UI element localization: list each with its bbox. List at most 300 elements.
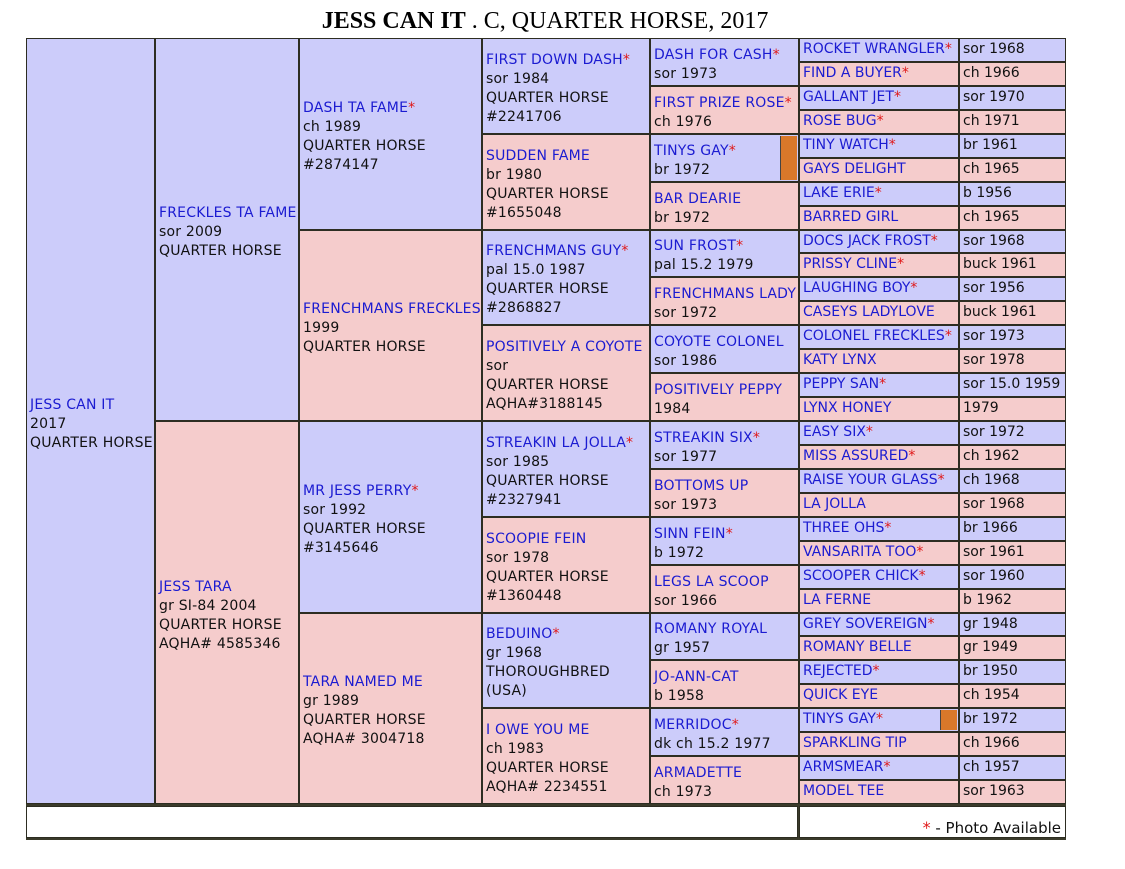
gen5-year-cell	[959, 660, 1066, 684]
horse-info	[486, 147, 609, 223]
horse-name-link[interactable]: FRECKLES TA FAME	[159, 205, 297, 221]
gen5-year-cell	[959, 134, 1066, 158]
pedigree-chart	[26, 38, 1066, 840]
gen5-year-cell	[959, 469, 1066, 493]
horse-name-text[interactable]: SCOOPER CHICK	[803, 567, 919, 584]
horse-name-text[interactable]: TINY WATCH	[803, 136, 889, 153]
horse-name-link[interactable]	[800, 278, 958, 298]
gen4-horse-cell	[650, 613, 799, 661]
gen3-horse-cell	[482, 708, 650, 804]
horse-detail: gr SI-84 2004	[159, 597, 257, 614]
photo-available-marker: *	[736, 238, 744, 255]
horse-detail: ch 1976	[654, 113, 713, 130]
gen5-year-cell	[959, 613, 1066, 637]
gen5-name-cell	[799, 780, 959, 804]
horse-name-link[interactable]: FRENCHMANS GUY	[486, 243, 622, 260]
gen5-year-cell	[959, 780, 1066, 804]
horse-name-link[interactable]: BOTTOMS UP	[654, 477, 749, 494]
horse-name-link[interactable]	[800, 709, 958, 729]
horse-detail: sor 1986	[654, 353, 718, 370]
horse-name-link[interactable]: SINN FEIN	[654, 525, 726, 542]
horse-year: buck 1961	[963, 256, 1037, 273]
horse-detail: ch 1983	[486, 741, 545, 758]
horse-name-link[interactable]	[800, 781, 958, 801]
gen5-name-cell	[799, 684, 959, 708]
horse-info	[486, 721, 609, 797]
gen4-horse-cell	[650, 708, 799, 756]
horse-name-text[interactable]: VANSARITA TOO	[803, 543, 917, 560]
horse-info	[654, 94, 792, 132]
gen4-horse-cell	[650, 86, 799, 134]
horse-detail: AQHA# 4585346	[159, 635, 281, 652]
horse-year: sor 1960	[963, 567, 1025, 584]
gen3-horse-cell	[482, 230, 650, 326]
photo-available-marker: *	[944, 41, 952, 57]
horse-name-link[interactable]	[800, 39, 958, 59]
horse-year: sor 1970	[963, 88, 1025, 105]
horse-name-link[interactable]	[800, 87, 958, 107]
horse-detail: sor	[486, 358, 509, 375]
horse-name-link[interactable]	[800, 398, 958, 418]
gen4-horse-cell	[650, 230, 799, 278]
horse-name-text[interactable]: LAKE ERIE	[803, 184, 875, 201]
horse-name-link[interactable]	[800, 63, 958, 83]
photo-available-marker: *	[930, 232, 938, 249]
horse-name-link[interactable]	[800, 207, 958, 227]
photo-available-marker: *	[937, 471, 945, 488]
horse-detail: AQHA# 2234551	[486, 779, 608, 796]
photo-available-marker: *	[893, 88, 901, 105]
horse-name-text[interactable]: MISS ASSURED	[803, 447, 909, 464]
photo-available-marker: *	[879, 376, 887, 393]
horse-info	[486, 625, 610, 701]
horse-info	[654, 190, 741, 228]
horse-detail: ch 1989	[303, 118, 362, 135]
horse-name-text[interactable]: MODEL TEE	[803, 783, 885, 800]
horse-year: sor 1961	[963, 543, 1025, 560]
horse-info	[159, 578, 282, 654]
horse-year: br 1950	[963, 663, 1018, 680]
gen5-year-cell	[959, 301, 1066, 325]
legend-cell	[799, 806, 1066, 838]
horse-name-link[interactable]	[800, 542, 958, 562]
horse-year: gr 1948	[963, 615, 1018, 632]
horse-name-link[interactable]: POSITIVELY PEPPY	[654, 382, 783, 399]
horse-name-link[interactable]	[800, 231, 958, 251]
photo-available-marker: *	[731, 717, 739, 734]
horse-name-link[interactable]	[800, 350, 958, 370]
horse-detail: QUARTER HORSE	[303, 338, 426, 355]
gen5-name-cell	[799, 253, 959, 277]
gen5-year-cell	[959, 732, 1066, 756]
horse-detail: sor 1977	[654, 448, 718, 465]
horse-name-link[interactable]: FIRST DOWN DASH	[486, 51, 623, 68]
horse-name-text[interactable]: KATY LYNX	[803, 352, 877, 369]
subject-horse-cell	[26, 38, 155, 804]
photo-available-marker: *	[918, 567, 926, 584]
horse-name-text[interactable]: ROMANY BELLE	[803, 639, 912, 656]
gen5-year-cell	[959, 756, 1066, 780]
horse-info	[654, 668, 739, 706]
legend-star: *	[922, 818, 931, 837]
gen4-horse-cell	[650, 469, 799, 517]
horse-name-link[interactable]: LEGS LA SCOOP	[654, 573, 769, 590]
gen3-horse-cell	[482, 517, 650, 613]
horse-name-link[interactable]: ARMADETTE	[654, 765, 743, 782]
horse-info	[159, 204, 297, 261]
horse-detail: QUARTER HORSE	[486, 281, 609, 298]
gen4-horse-cell	[650, 325, 799, 373]
horse-name-link[interactable]: FIRST PRIZE ROSE	[654, 94, 785, 111]
horse-info	[654, 381, 782, 419]
horse-name-link[interactable]	[800, 302, 958, 322]
horse-name-link[interactable]: STREAKIN SIX	[654, 429, 753, 446]
horse-name-text[interactable]: GAYS DELIGHT	[803, 160, 906, 177]
horse-detail: QUARTER HORSE	[30, 434, 153, 451]
gen3-horse-cell	[482, 134, 650, 230]
horse-name-link[interactable]: FRENCHMANS FRECKLES	[303, 300, 481, 317]
horse-detail: b 1958	[654, 688, 705, 705]
horse-name-link[interactable]: I OWE YOU ME	[486, 722, 590, 739]
horse-name-text[interactable]: LA JOLLA	[803, 495, 866, 512]
horse-year: sor 1963	[963, 783, 1025, 800]
photo-available-marker: *	[916, 543, 924, 560]
gen5-name-cell	[799, 301, 959, 325]
gen4-horse-cell	[650, 756, 799, 804]
photo-available-marker: *	[552, 626, 560, 643]
horse-name-text[interactable]: REJECTED	[803, 663, 873, 680]
horse-name-link[interactable]: POSITIVELY A COYOTE	[486, 339, 643, 356]
horse-detail: 1984	[654, 401, 691, 418]
horse-name-link[interactable]: MERRIDOC	[654, 717, 732, 734]
gen5-name-cell	[799, 421, 959, 445]
horse-info	[486, 434, 633, 510]
horse-info	[654, 525, 733, 563]
horse-detail: sor 1966	[654, 592, 718, 609]
photo-available-marker: *	[888, 136, 896, 153]
horse-name-text[interactable]: FIND A BUYER	[803, 64, 902, 81]
gen4-horse-cell	[650, 660, 799, 708]
photo-available-marker: *	[876, 112, 884, 129]
horse-name-link[interactable]: DASH FOR CASH	[654, 46, 773, 63]
horse-name-text[interactable]: THREE OHS	[803, 519, 885, 536]
horse-detail: br 1972	[654, 209, 711, 226]
horse-name-link[interactable]	[800, 326, 958, 346]
photo-available-marker: *	[865, 424, 873, 440]
photo-available-marker: *	[621, 243, 629, 260]
gen5-name-cell	[799, 397, 959, 421]
horse-name-link[interactable]: SCOOPIE FEIN	[486, 530, 587, 547]
horse-name-link[interactable]: SUN FROST	[654, 238, 737, 255]
gen5-name-cell	[799, 589, 959, 613]
horse-detail: sor 2009	[159, 224, 223, 240]
gen5-name-cell	[799, 182, 959, 206]
gen5-year-cell	[959, 325, 1066, 349]
horse-name-link[interactable]	[800, 446, 958, 466]
horse-detail: sor 1978	[486, 549, 550, 566]
horse-name-link[interactable]	[800, 422, 958, 442]
gen5-year-cell	[959, 86, 1066, 110]
horse-name-link[interactable]	[800, 566, 958, 586]
horse-info	[303, 99, 426, 175]
horse-name-text[interactable]: GREY SOVEREIGN	[803, 615, 928, 632]
horse-name-link[interactable]: DASH TA FAME	[303, 99, 409, 116]
horse-name-link[interactable]: JESS TARA	[159, 578, 232, 595]
horse-name-link[interactable]	[800, 685, 958, 705]
horse-detail: QUARTER HORSE	[486, 185, 609, 202]
horse-info	[654, 142, 736, 180]
horse-detail: sor 1984	[486, 70, 550, 87]
horse-info	[654, 477, 748, 515]
gen5-name-cell	[799, 565, 959, 589]
horse-detail: QUARTER HORSE	[159, 243, 282, 259]
horse-name-link[interactable]	[800, 614, 958, 634]
horse-detail: b 1972	[654, 544, 705, 561]
photo-available-marker: *	[752, 429, 761, 446]
horse-year: ch 1962	[963, 447, 1020, 464]
horse-name-text[interactable]: LAUGHING BOY	[803, 280, 911, 297]
horse-info	[654, 285, 796, 323]
horse-year: ch 1966	[963, 735, 1020, 752]
horse-detail: br 1972	[654, 161, 711, 178]
gen5-name-cell	[799, 732, 959, 756]
gen2-horse-cell	[299, 38, 482, 230]
horse-name-text[interactable]: BARRED GIRL	[803, 208, 899, 225]
gen5-name-cell	[799, 517, 959, 541]
photo-available-marker: *	[872, 663, 880, 680]
photo-available-marker: *	[901, 64, 909, 81]
horse-name-link[interactable]	[800, 590, 958, 610]
horse-name-link[interactable]	[800, 518, 958, 538]
horse-info	[30, 396, 153, 453]
gen5-year-cell	[959, 38, 1066, 62]
horse-year: sor 1973	[963, 328, 1025, 345]
horse-name-text[interactable]: ROCKET WRANGLER	[803, 41, 945, 57]
gen5-name-cell	[799, 493, 959, 517]
horse-info	[486, 530, 609, 606]
photo-available-marker: *	[908, 447, 916, 464]
horse-info	[654, 620, 767, 658]
gen5-name-cell	[799, 469, 959, 493]
horse-info	[303, 482, 426, 558]
horse-info	[654, 333, 784, 371]
gen1-horse-cell	[155, 421, 299, 804]
photo-thumbnail-icon[interactable]	[780, 136, 797, 180]
horse-year: sor 1956	[963, 280, 1025, 297]
horse-detail: QUARTER HORSE	[486, 760, 609, 777]
horse-detail: #2874147	[303, 156, 379, 173]
horse-name-link[interactable]	[800, 183, 958, 203]
horse-year: ch 1965	[963, 160, 1020, 177]
horse-name-text[interactable]: ROSE BUG	[803, 112, 877, 129]
legend-text: - Photo Available	[930, 819, 1061, 837]
horse-info	[303, 300, 481, 357]
horse-info	[654, 716, 771, 754]
horse-year: sor 1978	[963, 352, 1025, 369]
horse-name-text[interactable]: PEPPY SAN	[803, 376, 880, 393]
horse-name-link[interactable]	[800, 494, 958, 514]
gen5-year-cell	[959, 253, 1066, 277]
gen5-year-cell	[959, 708, 1066, 732]
horse-info	[654, 573, 769, 611]
horse-name-text[interactable]: CASEYS LADYLOVE	[803, 304, 935, 321]
horse-detail: sor 1992	[303, 501, 367, 518]
horse-detail: pal 15.0 1987	[486, 262, 586, 279]
horse-name-text[interactable]: LA FERNE	[803, 591, 872, 608]
gen5-name-cell	[799, 206, 959, 230]
horse-info	[486, 242, 629, 318]
horse-detail: #2327941	[486, 491, 562, 508]
gen2-horse-cell	[299, 230, 482, 422]
photo-available-marker: *	[725, 525, 733, 542]
horse-year: sor 1968	[963, 495, 1025, 512]
gen5-year-cell	[959, 397, 1066, 421]
horse-name-text[interactable]: TINYS GAY	[803, 711, 876, 728]
horse-year: sor 1972	[963, 424, 1025, 440]
horse-detail: sor 1972	[654, 305, 718, 322]
horse-name-link[interactable]: TINYS GAY	[654, 142, 729, 159]
gen5-year-cell	[959, 206, 1066, 230]
horse-detail: #2868827	[486, 300, 562, 317]
horse-detail: 1999	[303, 319, 340, 336]
horse-name-link[interactable]: FRENCHMANS LADY	[654, 286, 797, 303]
gen4-horse-cell	[650, 565, 799, 613]
gen5-name-cell	[799, 277, 959, 301]
gen5-year-cell	[959, 277, 1066, 301]
gen5-name-cell	[799, 134, 959, 158]
horse-detail: QUARTER HORSE	[486, 377, 609, 394]
horse-name-link[interactable]	[800, 111, 958, 131]
horse-name-link[interactable]: MR JESS PERRY	[303, 482, 412, 499]
horse-name-link[interactable]	[800, 135, 958, 155]
horse-info	[654, 46, 780, 84]
gen5-year-cell	[959, 349, 1066, 373]
horse-detail: QUARTER HORSE	[159, 616, 282, 633]
gen5-year-cell	[959, 541, 1066, 565]
gen3-horse-cell	[482, 613, 650, 709]
photo-available-marker: *	[622, 51, 631, 68]
horse-name-link[interactable]	[800, 757, 958, 777]
horse-name-text[interactable]: GALLANT JET	[803, 88, 894, 105]
gen4-horse-cell	[650, 182, 799, 230]
horse-detail: #1360448	[486, 587, 562, 604]
horse-detail: #3145646	[303, 539, 379, 556]
horse-info	[654, 237, 754, 275]
horse-name-link[interactable]: STREAKIN LA JOLLA	[486, 434, 627, 451]
horse-name-link[interactable]: JESS CAN IT	[30, 396, 115, 413]
horse-detail: QUARTER HORSE	[303, 520, 426, 537]
gen5-year-cell	[959, 493, 1066, 517]
gen4-horse-cell	[650, 421, 799, 469]
photo-available-marker: *	[875, 711, 883, 728]
gen5-year-cell	[959, 517, 1066, 541]
horse-detail: gr 1989	[303, 693, 360, 710]
gen5-year-cell	[959, 636, 1066, 660]
horse-name-link[interactable]	[800, 470, 958, 490]
horse-year: ch 1971	[963, 112, 1020, 129]
horse-name-link[interactable]	[800, 374, 958, 394]
horse-name-text[interactable]: DOCS JACK FROST	[803, 232, 931, 249]
gen5-name-cell	[799, 708, 959, 732]
horse-name-text[interactable]: SPARKLING TIP	[803, 735, 907, 752]
horse-name-link[interactable]: ROMANY ROYAL	[654, 621, 768, 638]
horse-detail: dk ch 15.2 1977	[654, 736, 771, 753]
horse-year: gr 1949	[963, 639, 1018, 656]
footer-blank-cell	[26, 806, 798, 838]
horse-detail: sor 1985	[486, 453, 550, 470]
horse-detail: QUARTER HORSE	[486, 568, 609, 585]
horse-name-link[interactable]: BAR DEARIE	[654, 190, 742, 207]
gen4-horse-cell	[650, 517, 799, 565]
horse-detail: THOROUGHBRED	[486, 664, 610, 681]
gen5-year-cell	[959, 158, 1066, 182]
horse-name-text[interactable]: PRISSY CLINE	[803, 256, 898, 273]
horse-name-link[interactable]: BEDUINO	[486, 626, 553, 643]
photo-thumbnail-icon[interactable]	[940, 710, 957, 730]
title-horse-name: JESS CAN IT	[321, 8, 466, 34]
horse-year: ch 1957	[963, 759, 1020, 776]
gen5-name-cell	[799, 158, 959, 182]
photo-available-marker: *	[874, 184, 882, 201]
horse-name-link[interactable]: JO-ANN-CAT	[654, 669, 739, 686]
horse-year: ch 1954	[963, 687, 1020, 704]
horse-name-link[interactable]	[800, 254, 958, 274]
gen5-year-cell	[959, 182, 1066, 206]
horse-name-link[interactable]	[800, 637, 958, 657]
gen5-year-cell	[959, 110, 1066, 134]
photo-available-marker: *	[408, 99, 416, 116]
horse-detail: br 1980	[486, 166, 543, 183]
horse-name-link[interactable]	[800, 159, 958, 179]
horse-name-text[interactable]: RAISE YOUR GLASS	[803, 471, 938, 488]
horse-name-text[interactable]: LYNX HONEY	[803, 400, 892, 417]
horse-info	[303, 673, 426, 749]
horse-name-text[interactable]: ARMSMEAR	[803, 759, 884, 776]
photo-available-marker: *	[784, 94, 792, 111]
gen2-horse-cell	[299, 613, 482, 805]
gen2-horse-cell	[299, 421, 482, 613]
horse-name-link[interactable]	[800, 733, 958, 753]
horse-name-link[interactable]: COYOTE COLONEL	[654, 334, 784, 351]
horse-detail: sor 1973	[654, 496, 718, 513]
horse-detail: QUARTER HORSE	[303, 137, 426, 154]
gen5-year-cell	[959, 230, 1066, 254]
photo-available-marker: *	[884, 519, 892, 536]
horse-name-link[interactable]: SUDDEN FAME	[486, 147, 590, 164]
horse-name-text[interactable]: EASY SIX	[803, 424, 866, 440]
horse-year: ch 1965	[963, 208, 1020, 225]
horse-detail: #1655048	[486, 204, 562, 221]
gen5-name-cell	[799, 445, 959, 469]
photo-legend	[923, 818, 1061, 837]
horse-detail: AQHA#3188145	[486, 396, 603, 413]
gen5-year-cell	[959, 565, 1066, 589]
gen5-name-cell	[799, 110, 959, 134]
photo-available-marker: *	[944, 328, 952, 345]
horse-name-text[interactable]: QUICK EYE	[803, 687, 879, 704]
horse-name-link[interactable]: TARA NAMED ME	[303, 674, 423, 691]
gen5-year-cell	[959, 684, 1066, 708]
horse-detail: gr 1957	[654, 640, 711, 657]
horse-name-link[interactable]	[800, 661, 958, 681]
horse-name-text[interactable]: COLONEL FRECKLES	[803, 328, 945, 345]
gen4-horse-cell	[650, 134, 799, 182]
gen3-horse-cell	[482, 421, 650, 517]
gen5-name-cell	[799, 613, 959, 637]
horse-detail: QUARTER HORSE	[303, 712, 426, 729]
horse-detail: QUARTER HORSE	[486, 89, 609, 106]
gen5-name-cell	[799, 325, 959, 349]
